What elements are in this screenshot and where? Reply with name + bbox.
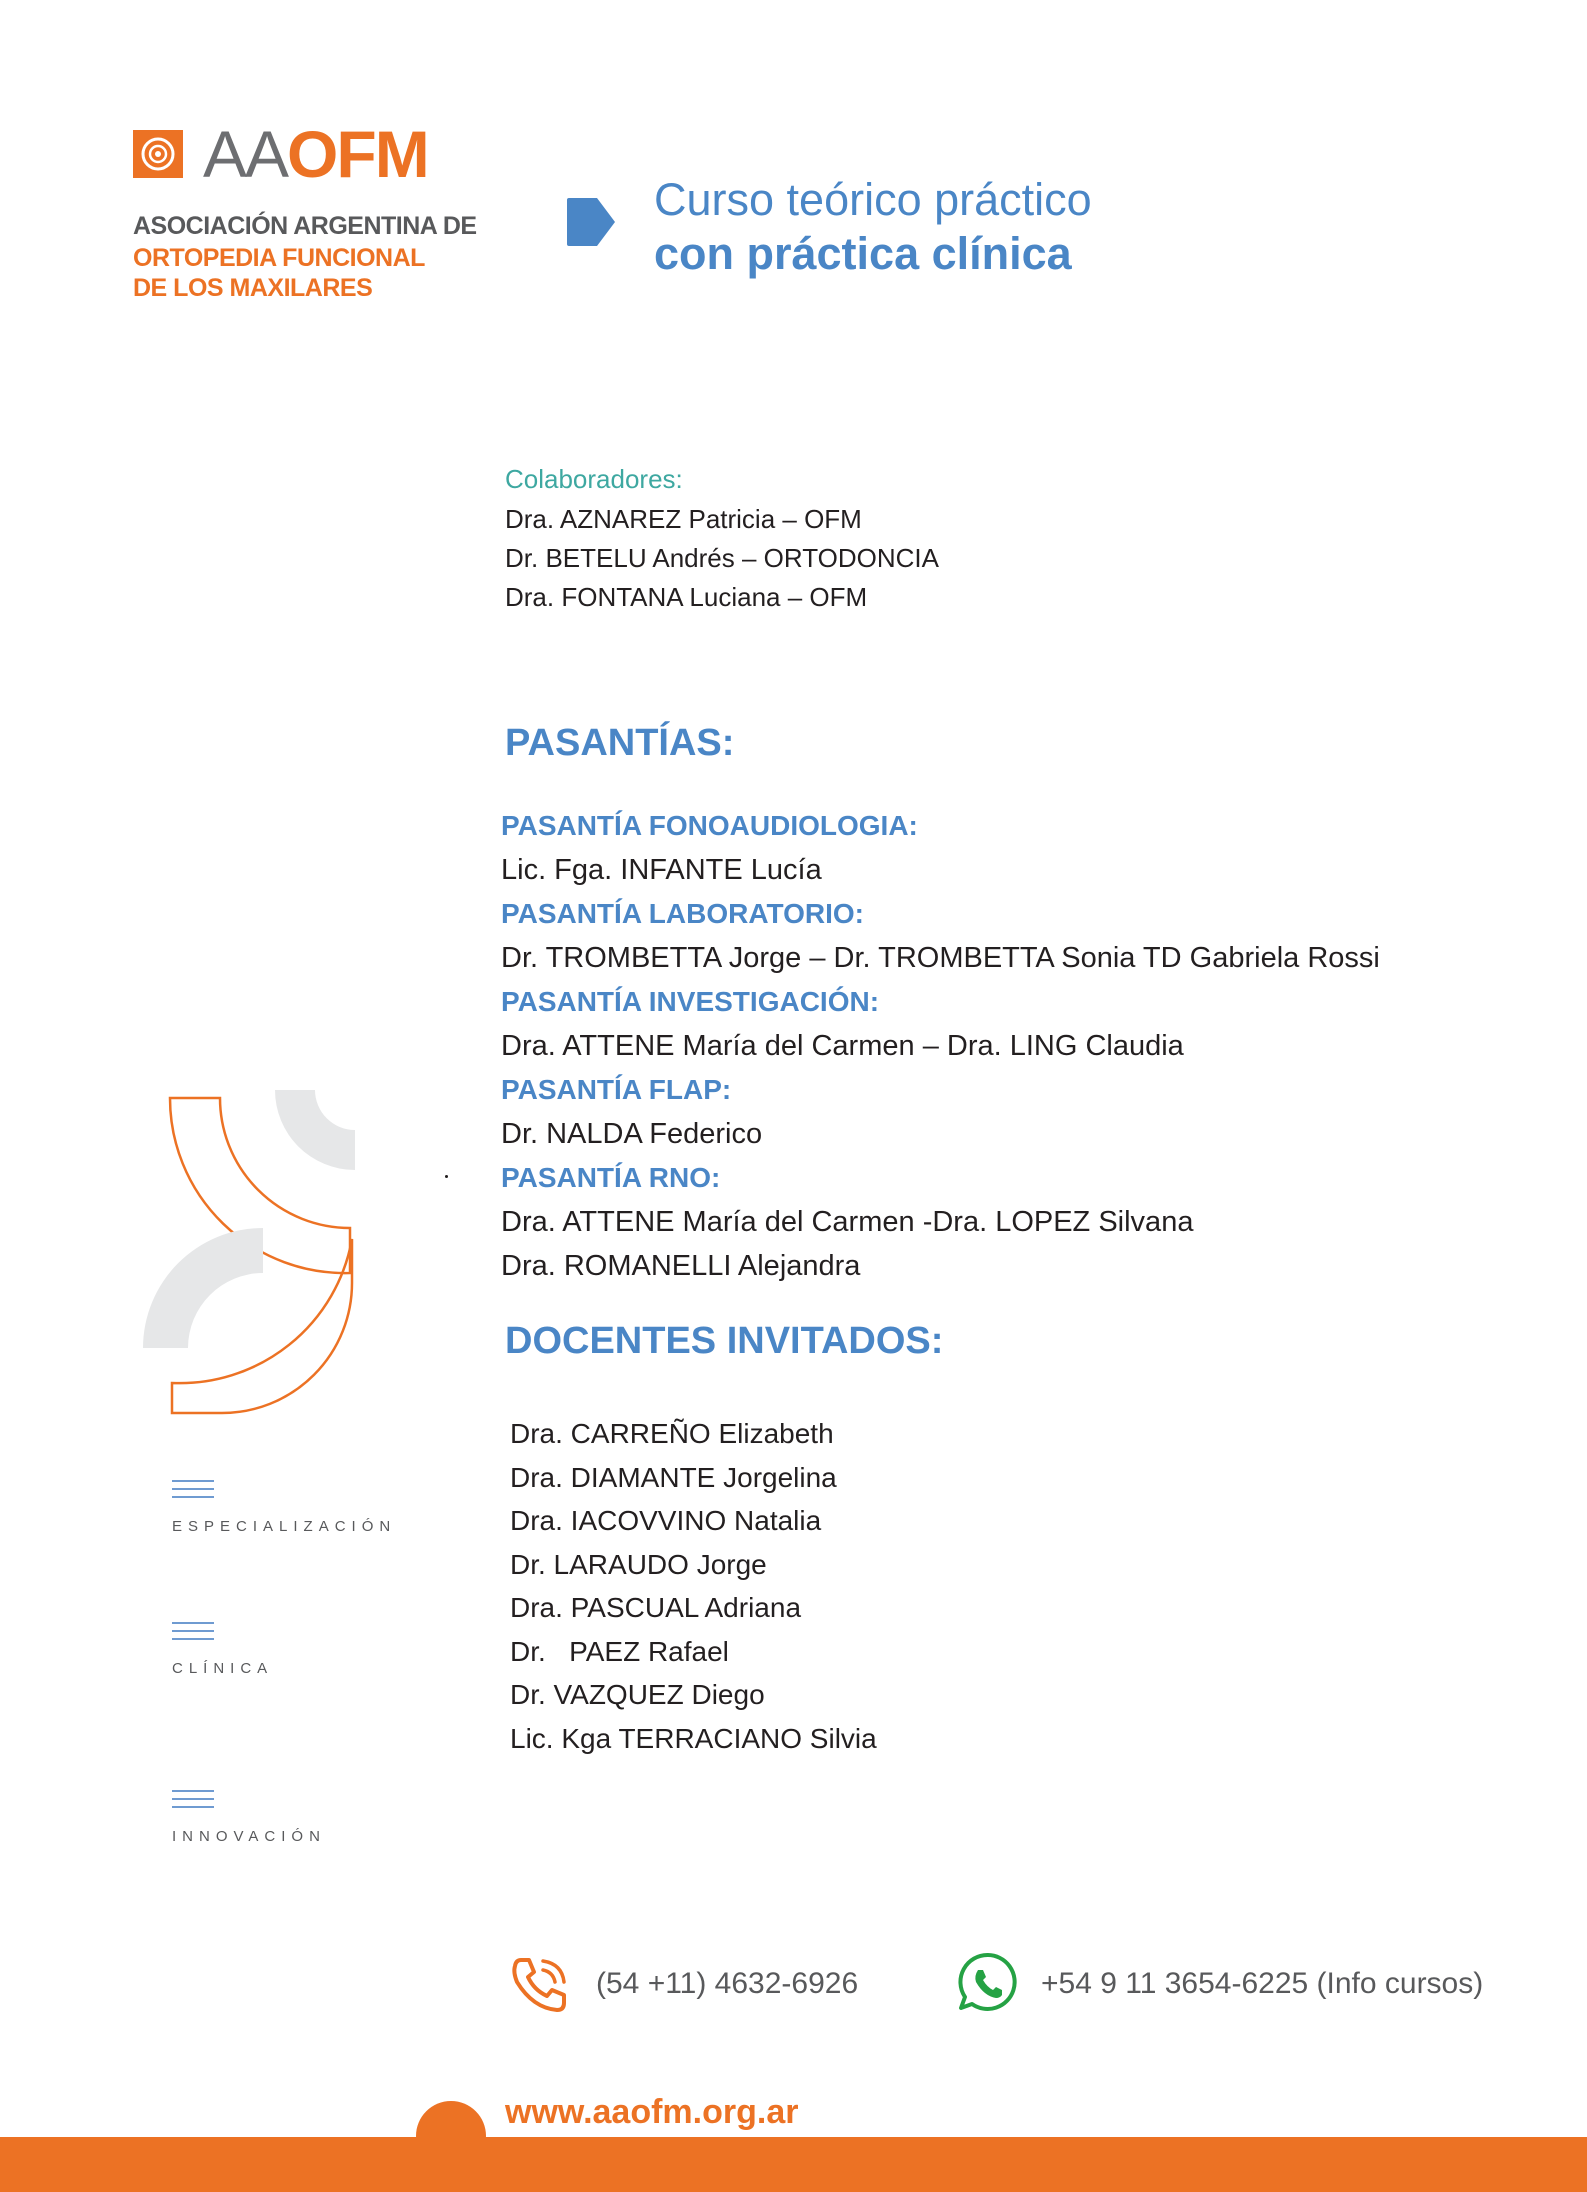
docente-item: Dra. CARREÑO Elizabeth [510,1418,834,1449]
target-icon [133,130,183,178]
org-name-line-1: ASOCIACIÓN ARGENTINA DE [133,212,477,240]
docente-item: Dr. VAZQUEZ Diego [510,1679,765,1710]
logo-aa: AA [203,117,288,191]
pasantia-person: Dr. NALDA Federico [501,1118,763,1150]
side-item-label: INNOVACIÓN [172,1828,326,1845]
pasantia-title: PASANTÍA LABORATORIO: [501,898,864,929]
docentes-heading: DOCENTES INVITADOS: [505,1320,944,1362]
website-link[interactable]: www.aaofm.org.ar [505,2093,799,2131]
pasantia-block [501,892,1380,980]
pasantia-block [501,980,1380,1068]
docentes-list [510,1412,877,1760]
whatsapp-icon [956,1950,1020,2014]
pasantia-person: Lic. Fga. INFANTE Lucía [501,854,822,886]
org-name-line-2: ORTOPEDIA FUNCIONAL [133,244,425,272]
pasantias-heading: PASANTÍAS: [505,722,735,764]
side-item-label: ESPECIALIZACIÓN [172,1518,397,1535]
side-item-innovacion [172,1790,326,1845]
collaborator-item: Dra. AZNAREZ Patricia – OFM [505,504,862,534]
decorative-arcs [140,1090,370,1450]
pasantia-person: Dra. ATTENE María del Carmen – Dra. LING Claudia [501,1030,1184,1062]
collaborators-heading: Colaboradores: [505,464,683,494]
footer-circle [416,2101,486,2171]
side-item-clinica [172,1622,273,1677]
side-item-especializacion [172,1480,396,1535]
stray-dot [445,1175,448,1178]
pasantia-person: Dra. ATTENE María del Carmen -Dra. LOPEZ Silvana [501,1206,1194,1238]
docente-item: Dra. IACOVVINO Natalia [510,1505,822,1536]
lines-icon [172,1480,214,1498]
org-name-line-3: DE LOS MAXILARES [133,274,373,302]
pasantia-title: PASANTÍA FLAP: [501,1074,732,1105]
pasantia-person: Dr. TROMBETTA Jorge – Dr. TROMBETTA Sonia TD Gabriela Rossi [501,942,1380,974]
lines-icon [172,1790,214,1808]
collaborator-item: Dra. FONTANA Luciana – OFM [505,582,868,612]
collaborators-list [505,500,939,617]
pasantia-block [501,1068,1380,1156]
course-title-line-1: Curso teórico práctico [654,174,1092,225]
phone-icon [507,1952,573,2018]
course-title-line-2: con práctica clínica [654,228,1072,279]
pasantia-person: Dra. ROMANELLI Alejandra [501,1250,861,1282]
collaborator-item: Dr. BETELU Andrés – ORTODONCIA [505,543,939,573]
pasantia-title: PASANTÍA INVESTIGACIÓN: [501,986,880,1017]
pasantia-title: PASANTÍA FONOAUDIOLOGIA: [501,810,918,841]
docente-item: Dra. PASCUAL Adriana [510,1592,802,1623]
pasantia-block [501,804,1380,892]
whatsapp-number[interactable]: +54 9 11 3654-6225 (Info cursos) [1041,1967,1484,2000]
logo-wordmark [203,118,428,190]
pasantia-title: PASANTÍA RNO: [501,1162,721,1193]
phone-number[interactable]: (54 +11) 4632-6926 [596,1967,859,2000]
side-item-label: CLÍNICA [172,1660,274,1677]
logo-mark [133,130,183,178]
docente-item: Dr. LARAUDO Jorge [510,1548,767,1580]
pasantias-list [501,804,1380,1288]
pasantia-block [501,1156,1380,1288]
course-arrow-icon [565,196,617,248]
docente-item: Lic. Kga TERRACIANO Silvia [510,1722,877,1754]
docente-item: Dra. DIAMANTE Jorgelina [510,1461,837,1493]
logo-ofm: OFM [287,117,428,191]
lines-icon [172,1622,214,1640]
docente-item: Dr. PAEZ Rafael [510,1635,729,1667]
footer-bar [0,2137,1587,2192]
